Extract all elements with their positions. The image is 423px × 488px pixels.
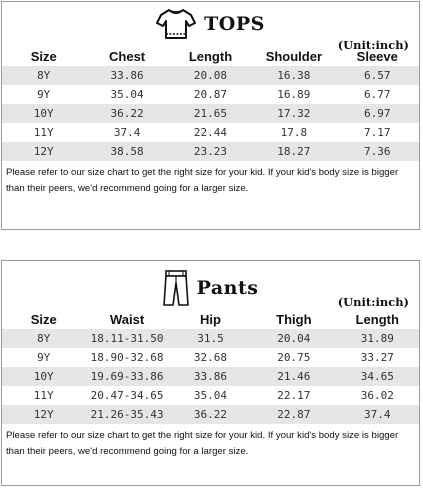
table-cell: 33.86	[169, 367, 252, 386]
table-row	[2, 123, 419, 142]
tops-header	[2, 2, 419, 52]
table-row	[2, 367, 419, 386]
table-row	[2, 66, 419, 85]
tops-col-length: Length	[188, 48, 233, 64]
table-row	[2, 85, 419, 104]
table-cell: 33.86	[85, 66, 168, 85]
table-cell: 8Y	[2, 329, 85, 348]
table-cell: 36.22	[169, 405, 252, 424]
table-row	[2, 104, 419, 123]
tops-table	[2, 46, 419, 161]
table-cell: 20.08	[169, 66, 252, 85]
table-cell: 6.77	[364, 88, 391, 101]
pants-table	[2, 309, 419, 424]
table-cell: 18.27	[252, 142, 335, 161]
table-cell: 11Y	[33, 389, 54, 402]
pants-size-chart	[1, 260, 420, 486]
tops-col-chest: Chest	[109, 48, 146, 64]
table-cell: 21.46	[252, 367, 335, 386]
table-cell: 8Y	[2, 66, 85, 85]
table-cell: 32.68	[193, 351, 228, 364]
table-cell: 21.26-35.43	[85, 405, 168, 424]
table-cell: 9Y	[37, 88, 51, 101]
table-cell: 6.97	[336, 104, 419, 123]
table-cell: 20.47-34.65	[90, 389, 164, 402]
pants-header-row	[2, 309, 419, 329]
table-cell: 7.17	[364, 126, 391, 139]
table-cell: 31.89	[336, 329, 419, 348]
table-cell: 19.69-33.86	[85, 367, 168, 386]
pants-size-note: Please refer to our size chart to get the right size for your kid. If your kid's body size is bigger than their peers, we'd recommend going for a larger size.	[6, 430, 399, 457]
table-cell: 22.17	[277, 389, 311, 402]
pants-col-waist: Waist	[109, 311, 145, 327]
tops-size-chart	[1, 1, 420, 230]
t-shirt-icon	[156, 7, 196, 41]
table-cell: 6.57	[336, 66, 419, 85]
pants-col-length: Length	[355, 311, 399, 327]
table-cell: 34.65	[336, 367, 419, 386]
pants-col-thigh: Thigh	[276, 311, 312, 327]
table-cell: 11Y	[33, 126, 54, 139]
table-cell: 23.23	[169, 142, 252, 161]
table-cell: 35.04	[193, 389, 228, 402]
table-cell: 33.27	[360, 351, 394, 364]
tops-col-size: Size	[30, 48, 57, 64]
table-cell: 12Y	[2, 142, 85, 161]
table-cell: 17.32	[252, 104, 335, 123]
table-cell: 20.75	[277, 351, 311, 364]
table-cell: 9Y	[37, 351, 51, 364]
table-cell: 10Y	[2, 104, 85, 123]
tops-size-note: Please refer to our size chart to get the right size for your kid. If your kid's body size is bigger than their peers, we'd recommend going for a larger size.	[6, 167, 399, 194]
table-cell: 21.65	[169, 104, 252, 123]
table-row	[2, 386, 419, 405]
table-cell: 20.04	[252, 329, 335, 348]
table-cell: 36.02	[360, 389, 394, 402]
pants-col-hip: Hip	[200, 311, 221, 327]
pants-title: Pants	[196, 277, 259, 299]
table-cell: 18.90-32.68	[90, 351, 164, 364]
table-cell: 7.36	[336, 142, 419, 161]
table-cell: 16.89	[277, 88, 311, 101]
pants-unit-label: (Unit:inch)	[337, 295, 409, 309]
table-cell: 22.44	[193, 126, 228, 139]
table-cell: 12Y	[2, 405, 85, 424]
table-cell: 10Y	[2, 367, 85, 386]
tops-title: TOPS	[204, 13, 265, 35]
table-row	[2, 142, 419, 161]
tops-col-shoulder: Shoulder	[265, 48, 323, 64]
table-cell: 22.87	[252, 405, 335, 424]
pants-icon	[163, 269, 189, 307]
table-row	[2, 348, 419, 367]
pants-header	[2, 261, 419, 309]
tops-unit-label: (Unit:inch)	[337, 38, 409, 52]
table-cell: 17.8	[280, 126, 308, 139]
table-row	[2, 329, 419, 348]
tops-col-sleeve: Sleeve	[356, 48, 398, 64]
table-cell: 31.5	[169, 329, 252, 348]
table-cell: 18.11-31.50	[85, 329, 168, 348]
table-cell: 35.04	[110, 88, 144, 101]
table-row	[2, 405, 419, 424]
table-cell: 20.87	[193, 88, 228, 101]
table-cell: 37.4	[113, 126, 141, 139]
table-cell: 37.4	[336, 405, 419, 424]
tops-title-group	[2, 7, 419, 41]
table-cell: 16.38	[252, 66, 335, 85]
pants-col-size: Size	[30, 311, 57, 327]
table-cell: 36.22	[85, 104, 168, 123]
table-cell: 38.58	[85, 142, 168, 161]
